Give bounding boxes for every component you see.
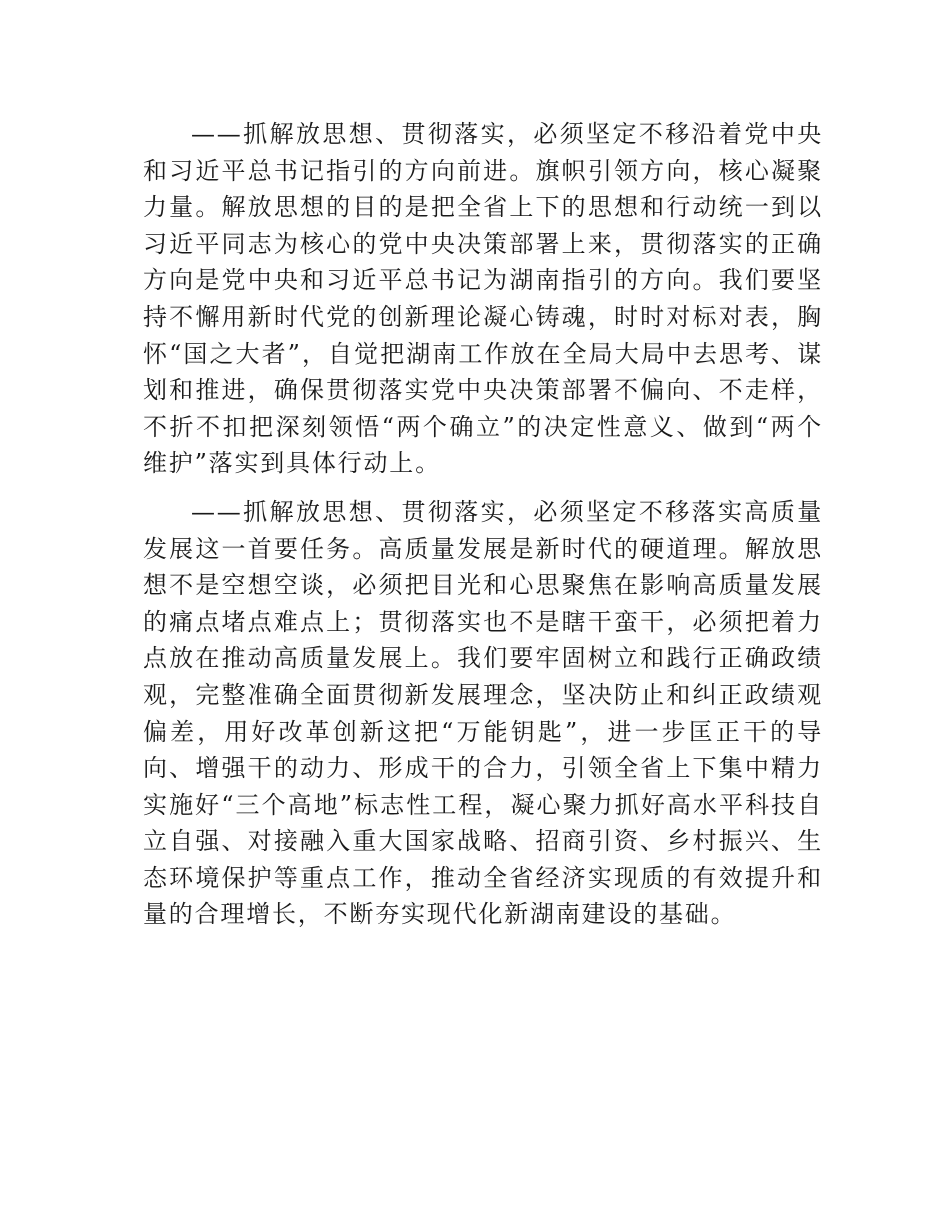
document-body [143,116,823,933]
paragraph-2: ——抓解放思想、贯彻落实，必须坚定不移落实高质量发展这一首要任务。高质量发展是新时代的硬道理。解放思想不是空想空谈，必须把目光和心思聚焦在影响高质量发展的痛点堵点难点上；贯彻落实也不是瞎干蛮干，必须把着力点放在推动高质量发展上。我们要牢固树立和践行正确政绩观，完整准确全面贯彻新发展理念，坚决防止和纠正政绩观偏差，用好改革创新这把“万能钥匙”，进一步匡正干的导向、增强干的动力、形成干的合力，引领全省上下集中精力实施好“三个高地”标志性工程，凝心聚力抓好高水平科技自立自强、对接融入重大国家战略、招商引资、乡村振兴、生态环境保护等重点工作，推动全省经济实现质的有效提升和量的合理增长，不断夯实现代化新湖南建设的基础。 [143,497,823,929]
paragraph-1: ——抓解放思想、贯彻落实，必须坚定不移沿着党中央和习近平总书记指引的方向前进。旗帜引领方向，核心凝聚力量。解放思想的目的是把全省上下的思想和行动统一到以习近平同志为核心的党中央决策部署上来，贯彻落实的正确方向是党中央和习近平总书记为湖南指引的方向。我们要坚持不懈用新时代党的创新理论凝心铸魂，时时对标对表，胸怀“国之大者”，自觉把湖南工作放在全局大局中去思考、谋划和推进，确保贯彻落实党中央决策部署不偏向、不走样，不折不扣把深刻领悟“两个确立”的决定性意义、做到“两个维护”落实到具体行动上。 [143,120,823,478]
